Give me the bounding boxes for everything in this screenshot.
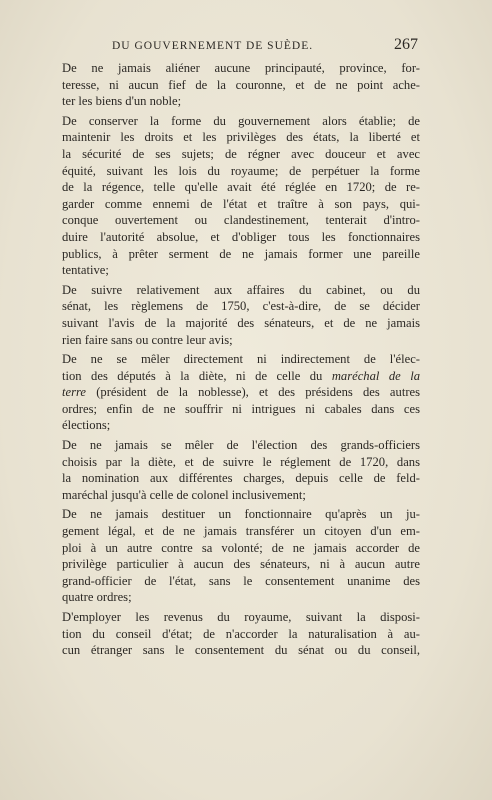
text-line: cun étranger sans le consentement du sénat ou du conseil,: [62, 643, 420, 658]
text-line: De suivre relativement aux affaires du cabinet, ou du: [62, 282, 420, 297]
text-line: ter les biens d'un noble;: [62, 94, 182, 109]
text-line: D'employer les revenus du royaume, suivant la disposi-: [62, 610, 420, 624]
text-line: maréchal jusqu'à celle de colonel inclusivement;: [62, 487, 306, 502]
text-line: ordres; enfin de ne souffrir ni intrigues ni cabales dans ces: [62, 401, 420, 416]
text-line: quatre ordres;: [62, 590, 132, 605]
text-line: conque ouvertement ou clandestinement, tenterait d'intro-: [62, 213, 420, 228]
text-line: privilège particulier à aucun des sénateurs, ni à aucun autre: [62, 557, 420, 572]
text-line: la nomination aux différentes charges, depuis celle de feld-: [62, 471, 420, 486]
text-line: De ne jamais se mêler de l'élection des grands-officiers: [62, 438, 420, 453]
paragraph-2: [62, 113, 420, 279]
text-line: [62, 368, 420, 385]
text-line: De conserver la forme du gouvernement alors établie; de: [62, 113, 420, 128]
text-line: rien faire sans ou contre leur avis;: [62, 332, 233, 347]
text-line: De ne se mêler directement ni indirectement de l'élec-: [62, 352, 420, 367]
running-head: [112, 36, 422, 54]
text-fragment: tion des députés à la diète, ni de celle du: [62, 368, 323, 383]
text-line: maintenir les droits et les privilèges des états, la liberté et: [62, 130, 420, 145]
text-line: de la régence, telle qu'elle avait été réglée en 1720; de re-: [62, 180, 420, 195]
paragraph-6: [62, 506, 420, 606]
text-line: équité, suivant les lois du royaume; de perpétuer la forme: [62, 163, 420, 178]
text-line: élections;: [62, 418, 111, 433]
paragraph-5: [62, 437, 420, 503]
text-line: tion du conseil d'état; de n'accorder la naturalisation à au-: [62, 626, 420, 641]
italic-phrase: terre: [62, 385, 87, 400]
text-line: gement légal, et de ne jamais transférer un citoyen d'un em-: [62, 524, 420, 539]
text-line: la sécurité de ses sujets; de régner avec douceur et avec: [62, 146, 420, 161]
paragraph-3: [62, 282, 420, 348]
text-line: ploi à un autre contre sa volonté; de ne jamais accorder de: [62, 540, 420, 555]
text-line: De ne jamais aliéner aucune principauté, province, for-: [62, 61, 420, 75]
text-line: suivant l'avis de la majorité des sénateurs, et de ne jamais: [62, 315, 420, 330]
paragraph-7: [62, 609, 420, 659]
text-line: grand-officier de l'état, sans le consentement unanime des: [62, 573, 420, 588]
text-line: [62, 384, 420, 401]
body-text: [62, 60, 420, 662]
text-line: choisis par la diète, et de suivre le réglement de 1720, dans: [62, 454, 420, 469]
text-line: De ne jamais destituer un fonctionnaire qu'après un ju-: [62, 507, 420, 522]
text-fragment: (président de la noblesse), et des présidens des autres: [96, 385, 420, 400]
text-line: garder comme ennemi de l'état et traître à son pays, qui-: [62, 196, 420, 211]
text-line: sénat, les règlemens de 1750, c'est-à-dire, de se décider: [62, 299, 420, 314]
text-line: duire l'autorité absolue, et d'obliger tous les fonctionnaires: [62, 229, 420, 244]
text-line: teresse, ni aucun fief de la couronne, et de ne point ache-: [62, 77, 420, 92]
paragraph-4: [62, 351, 420, 434]
text-line: tentative;: [62, 263, 109, 278]
running-title: DU GOUVERNEMENT DE SUÈDE.: [112, 40, 314, 52]
text-line: publics, à prêter serment de ne jamais former une pareille: [62, 246, 420, 261]
paragraph-1: [62, 60, 420, 110]
italic-phrase: maréchal de la: [331, 368, 420, 383]
page-number: 267: [394, 36, 418, 53]
